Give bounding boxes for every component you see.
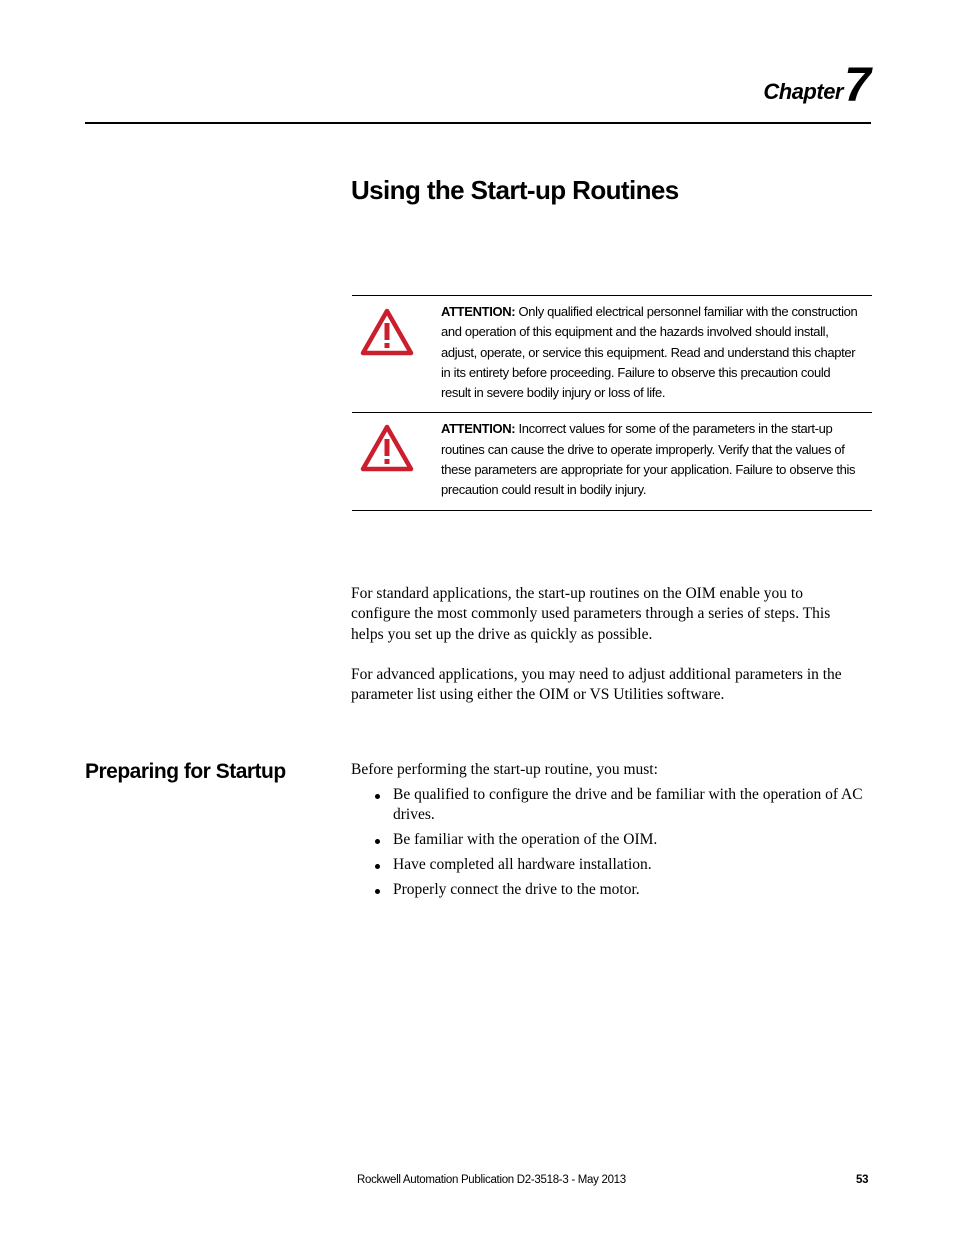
- chapter-header: [85, 59, 871, 124]
- attention-row: [352, 413, 872, 510]
- attention-text: [441, 302, 858, 403]
- page-title: Using the Start-up Routines: [351, 175, 679, 205]
- intro-paragraph: For advanced applications, you may need to adjust additional parameters in the parameter list using either the OIM or VS Utilities software.: [351, 666, 842, 704]
- chapter-number: 7: [844, 59, 871, 112]
- page-number: 53: [856, 1174, 869, 1186]
- bullet-icon: [375, 864, 380, 869]
- chapter-label: Chapter: [763, 79, 843, 104]
- list-item-text: Have completed all hardware installation.: [393, 856, 652, 874]
- bullet-list: [351, 785, 866, 905]
- section-lead: Before performing the start-up routine, you must:: [351, 761, 658, 778]
- list-item-text: Be qualified to configure the drive and be familiar with the operation of AC drives.: [393, 786, 863, 824]
- attention-text: [441, 419, 858, 500]
- bullet-icon: [375, 889, 380, 894]
- warning-triangle-icon: [360, 424, 414, 472]
- list-item: [351, 855, 866, 875]
- list-item: [351, 785, 866, 826]
- list-item: [351, 880, 866, 900]
- list-item-text: Properly connect the drive to the motor.: [393, 881, 640, 899]
- list-item-text: Be familiar with the operation of the OIM.: [393, 831, 658, 849]
- section-heading: Preparing for Startup: [85, 760, 286, 783]
- intro-paragraph: For standard applications, the start-up routines on the OIM enable you to configure the most commonly used parameters through a series of steps. This helps you set up the drive as quickly as possible.: [351, 585, 831, 643]
- attention-message: Incorrect values for some of the parameters in the start-up routines can cause the drive to operate improperly. Verify that the values of these parameters are appropriate for your application. Failure to observe this precaution could result in bodily injury.: [441, 421, 856, 498]
- attention-table: [352, 295, 872, 511]
- attention-label: ATTENTION:: [441, 304, 516, 319]
- footer-publication: Rockwell Automation Publication D2-3518-3 - May 2013: [357, 1174, 626, 1186]
- attention-label: ATTENTION:: [441, 421, 516, 437]
- attention-row: [352, 296, 872, 413]
- warning-triangle-icon: [360, 308, 414, 356]
- bullet-icon: [375, 839, 380, 844]
- bullet-icon: [375, 794, 380, 799]
- list-item: [351, 830, 866, 850]
- attention-message: Only qualified electrical personnel familiar with the construction and operation of this equipment and the hazards involved should install, adjust, operate, or service this equipment. Read and understand this chapter in its entirety before proceeding. Failure to observe this precaution could result in severe bodily injury or loss of life.: [441, 304, 858, 401]
